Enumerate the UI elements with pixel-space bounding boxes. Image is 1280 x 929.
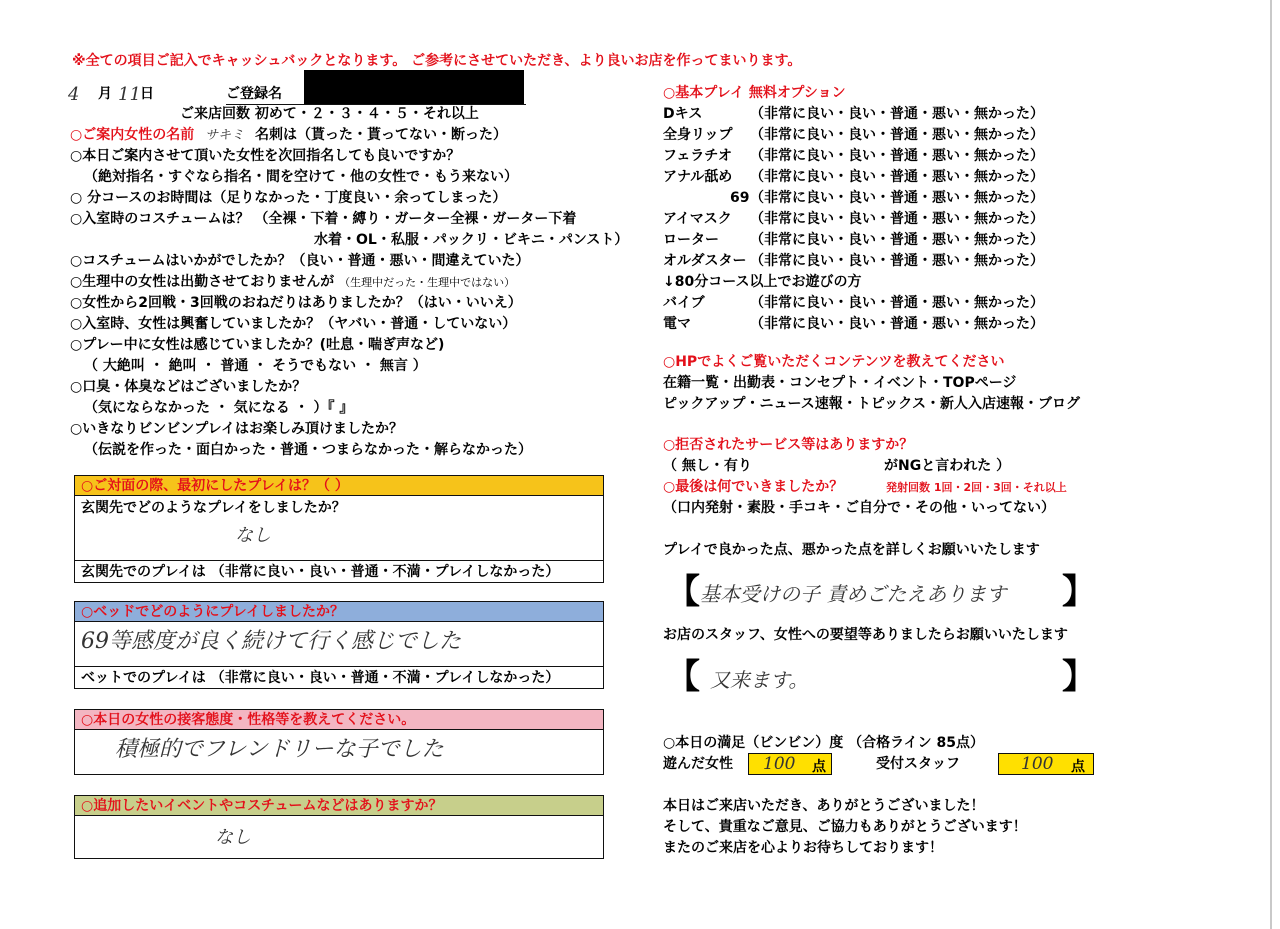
entrance-play-eval: 玄関先でのプレイは （非常に良い・良い・普通・不満・プレイしなかった） [81, 564, 560, 580]
q-second-round: ○女性から2回戦・3回戦のおねだりはありましたか？（はい・いいえ） [70, 295, 522, 311]
play-item-oldastar: オルダスター [663, 253, 747, 269]
q-renominate-options: （絶対指名・すぐなら指名・間を空けて・他の女性で・もう来ない） [84, 169, 518, 185]
girl-score-value: 100 [763, 754, 796, 774]
event-request-header [75, 796, 603, 816]
play-scale-anal: （非常に良い・良い・普通・悪い・無かった） [750, 169, 1044, 185]
bracket-close-2: 】 [1062, 657, 1096, 697]
day-label: 日 [140, 86, 154, 102]
thanks-line2: そして、貴重なご意見、ご協力もありがとうございます！ [663, 819, 1027, 835]
bracket-open-2: 【 [666, 657, 700, 697]
finish-options: （口内発射・素股・手コキ・ご自分で・その他・いってない） [663, 500, 1055, 516]
q-smell-options: （気にならなかった ・ 気になる ・ ）『 』 [84, 400, 354, 416]
finish-title: ○最後は何でいきましたか？ [663, 479, 844, 495]
q-feeling-options: （ 大絶叫 ・ 絶叫 ・ 普通 ・ そうでもない ・ 無言 ） [84, 358, 427, 374]
visit-count: ご来店回数 初めて・２・３・４・５・それ以上 [180, 106, 479, 122]
registration-label: ご登録名 [226, 86, 282, 102]
play-item-69: 69 [730, 190, 750, 206]
first-play-header-text: ○ご対面の際、最初にしたプレイは？（ ） [81, 478, 349, 494]
play-item-dkiss: Dキス [663, 106, 703, 122]
bed-play-header-text: ○ベッドでどのようにプレイしましたか？ [81, 604, 344, 620]
thanks-line1: 本日はご来店いただき、ありがとうございました！ [663, 798, 985, 814]
staff-score-label: 受付スタッフ [876, 756, 960, 772]
q-costume-eval: ○コスチュームはいかがでしたか？（良い・普通・悪い・間違えていた） [70, 253, 530, 269]
girl-score-field [748, 753, 832, 775]
first-play-box [74, 475, 604, 583]
play-item-rotor: ローター [663, 232, 719, 248]
play-scale-rotor: （非常に良い・良い・普通・悪い・無かった） [750, 232, 1044, 248]
play-item-vibe: バイブ [663, 295, 705, 311]
q-period [70, 274, 515, 291]
first-play-header [75, 476, 603, 496]
redaction-block [304, 70, 524, 104]
q-period-options: （生理中だった・生理中ではない） [339, 276, 516, 289]
date-day-handwritten: 11 [118, 84, 141, 105]
q-girl-name-label: ○ご案内女性の名前 [70, 127, 195, 143]
q-course-time: ○ 分コースのお時間は（足りなかった・丁度良い・余ってしまった） [70, 190, 507, 206]
course-80-note: ↓80分コース以上でお遊びの方 [663, 274, 862, 290]
q-card-options: 名刺は（貰った・貰ってない・断った） [254, 127, 507, 143]
play-scale-dkiss: （非常に良い・良い・普通・悪い・無かった） [750, 106, 1044, 122]
entrance-play-question: 玄関先でどのようなプレイをしましたか？ [81, 500, 346, 516]
q-binbin: ○いきなりビンビンプレイはお楽しみ頂けましたか？ [70, 421, 403, 437]
play-scale-fellatio: （非常に良い・良い・普通・悪い・無かった） [750, 148, 1044, 164]
play-scale-eyemask: （非常に良い・良い・普通・悪い・無かった） [750, 211, 1044, 227]
bed-play-answer: 69等感度が良く続けて行く感じでした [81, 629, 461, 654]
attitude-box [74, 709, 604, 775]
q-period-label: ○生理中の女性は出勤させておりませんが [70, 274, 335, 290]
hp-contents-line2: ピックアップ・ニュース速報・トピックス・新人入店速報・ブログ [663, 396, 1081, 412]
q-excited: ○入室時、女性は興奮していましたか？（ヤバい・普通・していない） [70, 316, 517, 332]
satisfaction-title: ○本日の満足（ビンビン）度 （合格ライン 85点） [663, 735, 985, 751]
page-edge [1270, 0, 1272, 929]
q-girl-name [70, 127, 507, 144]
basic-play-title: ○基本プレイ 無料オプション [663, 85, 846, 101]
play-item-fellatio: フェラチオ [663, 148, 733, 164]
attitude-header-text: ○本日の女性の接客態度・性格等を教えてください。 [81, 712, 416, 728]
q-costume-options: 水着・OL・私服・パックリ・ビキニ・パンスト） [314, 232, 629, 248]
thanks-line3: またのご来店を心よりお待ちしております！ [663, 840, 943, 856]
q-binbin-options: （伝説を作った・面白かった・普通・つまらなかった・解らなかった） [84, 442, 532, 458]
play-item-anal: アナル舐め [663, 169, 733, 185]
good-bad-question: プレイで良かった点、悪かった点を詳しくお願いいたします [663, 542, 1040, 558]
play-scale-69: （非常に良い・良い・普通・悪い・無かった） [750, 190, 1044, 206]
box2-divider [75, 666, 603, 667]
refused-title: ○拒否されたサービス等はありますか？ [663, 437, 914, 453]
bracket-open-1: 【 [666, 572, 700, 612]
play-item-eyemask: アイマスク [663, 211, 732, 227]
girl-name-handwritten: サキミ [205, 128, 245, 143]
bed-play-header [75, 602, 603, 622]
event-request-box [74, 795, 604, 859]
play-item-denma: 電マ [663, 316, 691, 332]
hp-contents-title: ○HPでよくご覧いただくコンテンツを教えてください [663, 354, 1005, 370]
staff-request-answer: 又来ます。 [710, 668, 809, 692]
cashback-notice: ※全ての項目ご記入でキャッシュバックとなります。 ご参考にさせていただき、より良いお店を作ってまいります。 [72, 53, 802, 69]
bracket-close-1: 】 [1062, 572, 1096, 612]
event-request-header-text: ○追加したいイベントやコスチュームなどはありますか？ [81, 798, 443, 814]
refused-options: （ 無し・有り [663, 458, 752, 474]
girl-score-label: 遊んだ女性 [663, 756, 733, 772]
good-bad-answer: 基本受けの子 責めごたえあります [700, 582, 1007, 606]
play-scale-vibe: （非常に良い・良い・普通・悪い・無かった） [750, 295, 1044, 311]
attitude-header [75, 710, 603, 730]
staff-score-field [998, 753, 1094, 775]
attitude-answer: 積極的でフレンドリーな子でした [115, 737, 444, 762]
q-costume: ○入室時のコスチュームは？ （全裸・下着・縛り・ガーター全裸・ガーター下着 [70, 211, 577, 227]
bed-play-eval: ベットでのプレイは （非常に良い・良い・普通・不満・プレイしなかった） [81, 670, 560, 686]
event-request-answer: なし [215, 827, 251, 848]
hp-contents-line1: 在籍一覧・出勤表・コンセプト・イベント・TOPページ [663, 375, 1017, 391]
q-feeling: ○プレー中に女性は感じていましたか？(吐息・喘ぎ声など) [70, 337, 445, 353]
date-month-handwritten: 4 [68, 84, 80, 105]
play-scale-oldastar: （非常に良い・良い・普通・悪い・無かった） [750, 253, 1044, 269]
entrance-play-answer: なし [235, 525, 271, 546]
refused-ng: がNGと言われた ） [884, 458, 1011, 474]
staff-request-question: お店のスタッフ、女性への要望等ありましたらお願いいたします [663, 627, 1068, 643]
q-smell: ○口臭・体臭などはございましたか？ [70, 379, 307, 395]
registration-underline [226, 104, 526, 105]
play-scale-denma: （非常に良い・良い・普通・悪い・無かった） [750, 316, 1044, 332]
q-renominate: ○本日ご案内させて頂いた女性を次回指名しても良いですか？ [70, 148, 461, 164]
box1-divider [75, 560, 603, 561]
girl-score-unit: 点 [812, 759, 826, 775]
month-label: 月 [98, 86, 112, 102]
staff-score-unit: 点 [1071, 759, 1085, 775]
finish-count: 発射回数 1回・2回・3回・それ以上 [886, 481, 1067, 494]
play-scale-lip: （非常に良い・良い・普通・悪い・無かった） [750, 127, 1044, 143]
bed-play-box [74, 601, 604, 689]
staff-score-value: 100 [1021, 754, 1054, 774]
play-item-lip: 全身リップ [663, 127, 733, 143]
